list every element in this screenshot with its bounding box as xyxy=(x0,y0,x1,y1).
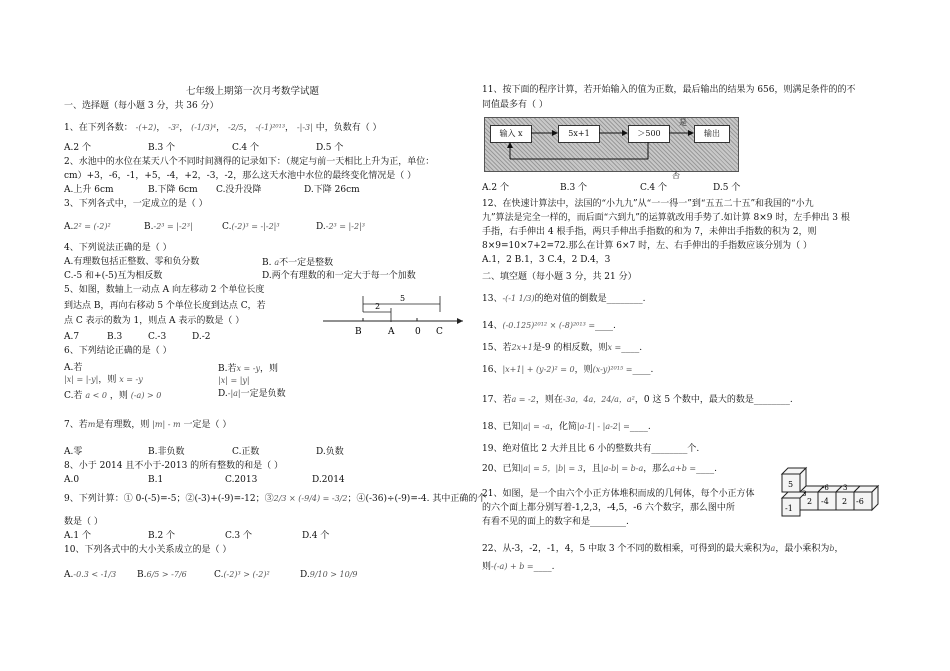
axis-label-b: B xyxy=(355,327,362,337)
q3-option-c: C.(-2)³ = -|-2|³ xyxy=(222,222,280,232)
q2-option-a: A.上升 6cm xyxy=(64,185,114,195)
flow-yes-label: 是 xyxy=(679,118,687,127)
q9-option-d: D.4 个 xyxy=(302,531,330,541)
q2-option-c: C.没升没降 xyxy=(216,185,262,195)
q21-line-2: 的六个面上都分别写着-1,2,3，-4,5，-6 六个数字，那么图中所 xyxy=(482,503,735,513)
q1-num-5: -(-1)²⁰¹³ xyxy=(255,123,286,132)
q12-line-4: 8×9=10×7+2=72.那么在计算 6×7 时，左、右手伸出的手指数应该分别为（ ） xyxy=(482,241,812,251)
cube-label-9: 3 xyxy=(802,490,807,498)
q4-option-d: D.两个有理数的和一定大于每一个加数 xyxy=(262,271,416,281)
q11-option-b: B.3 个 xyxy=(560,183,588,193)
q6-option-c: C.若 a < 0 ，则 (-a) > 0 xyxy=(64,391,162,401)
q15: 15、若2x+1是-9 的相反数，则x =____. xyxy=(482,343,643,353)
q14: 14、(-0.125)²⁰¹² × (-8)²⁰¹³ =____. xyxy=(482,321,616,331)
section-fill-heading: 二、填空题（每小题 3 分，共 21 分） xyxy=(482,272,637,282)
q5-line-3: 点 C 表示的数为 1，则点 A 表示的数是（ ） xyxy=(64,316,245,326)
q6-option-d: D.-|a|一定是负数 xyxy=(218,389,286,399)
q4-stem: 4、下列说法正确的是（ ） xyxy=(64,243,172,253)
q9-option-b: B.2 个 xyxy=(148,531,176,541)
q1-option-b: B.3 个 xyxy=(148,143,176,153)
q5-option-a: A.7 xyxy=(64,332,80,342)
q1-num-1: -(+2) xyxy=(135,123,157,132)
q8-option-b: B.1 xyxy=(148,475,164,485)
q2-line-1: 2、水池中的水位在某天八个不同时间测得的记录如下：（规定与前一天相比上升为正，单位： xyxy=(64,157,435,167)
q5-option-c: C.-3 xyxy=(148,332,167,342)
q4-option-c: C.-5 和+(-5)互为相反数 xyxy=(64,271,163,281)
q1-num-2: -3² xyxy=(168,123,180,132)
q5-option-d: D.-2 xyxy=(192,332,211,342)
cube-label-5: -4 xyxy=(821,497,829,506)
q10-option-c: C.(-2)³ > (-2)² xyxy=(214,570,270,580)
q18: 18、已知|a| = -a，化简|a-1| - |a-2| =____. xyxy=(482,422,651,432)
q11-option-a: A.2 个 xyxy=(482,183,509,193)
q21-line-3: 有看不见的面上的数字和是________. xyxy=(482,517,629,527)
axis-seg-2: 2 xyxy=(375,302,381,311)
axis-seg-5: 5 xyxy=(400,294,406,303)
q22-line-1: 22、从-3，-2，-1，4，5 中取 3 个不同的数相乘，可得到的最大乘积为a，最小乘积为b， xyxy=(482,544,844,554)
q16: 16、|x+1| + (y-2)² = 0，则(x-y)²⁰¹⁵ =____. xyxy=(482,365,654,375)
q10-option-a: A.-0.3 < -1/3 xyxy=(64,570,117,580)
flow-op-box: 5x+1 xyxy=(558,125,600,143)
q13: 13、-(-1 1/3)的绝对值的倒数是________. xyxy=(482,294,646,304)
flow-input-box: 输入 x xyxy=(490,125,532,143)
q7-stem: 7、若m是有理数，则 |m| - m 一定是（ ） xyxy=(64,420,232,430)
q1-num-3: (-1/3)⁴ xyxy=(191,123,217,132)
cube-label-1: 5 xyxy=(788,480,794,489)
q2-option-d: D.下降 26cm xyxy=(304,185,360,195)
q7-option-b: B.非负数 xyxy=(148,447,185,457)
q9-line-2: 数是（ ） xyxy=(64,517,103,527)
flow-cond-box: ＞500 xyxy=(628,125,670,143)
q1-option-a: A.2 个 xyxy=(64,143,91,153)
cube-label-4: 3 xyxy=(843,484,848,492)
q1-option-d: D.5 个 xyxy=(316,143,344,153)
q5-line-1: 5、如图，数轴上一动点 A 向左移动 2 个单位长度 xyxy=(64,285,265,295)
q12-options: A.1，2 B.1，3 C.4，2 D.4，3 xyxy=(482,255,611,265)
q11-line-2: 同值最多有（ ） xyxy=(482,100,548,110)
q12-line-1: 12、在快速计算法中，法国的“小九九”从“一一得一”到“五五二十五”和我国的“小九 xyxy=(482,199,814,209)
q10-stem: 10、下列各式中的大小关系成立的是（ ） xyxy=(64,545,232,555)
q8-stem: 8、小于 2014 且不小于-2013 的所有整数的和是（ ） xyxy=(64,461,284,471)
q4-option-b: B. a不一定是整数 xyxy=(262,258,334,268)
cube-label-3: -6 xyxy=(822,484,829,492)
q10-option-d: D.9/10 > 10/9 xyxy=(300,570,358,580)
q9-option-c: C.3 个 xyxy=(225,531,253,541)
axis-label-0: 0 xyxy=(415,327,421,337)
q9-option-a: A.1 个 xyxy=(64,531,91,541)
q8-option-c: C.2013 xyxy=(225,475,258,485)
cube-label-2: 2 xyxy=(807,497,813,506)
number-line-figure xyxy=(318,290,468,340)
q3-stem: 3、下列各式中，一定成立的是（ ） xyxy=(64,199,208,209)
q6-stem: 6、下列结论正确的是（ ） xyxy=(64,346,172,356)
q3-option-d: D.-2³ = |-2|³ xyxy=(316,222,365,232)
q8-option-a: A.0 xyxy=(64,475,80,485)
q9-line-1: 9、下列计算：① 0-(-5)=-5；②(-3)+(-9)=-12；③2/3 × (-9/4) = -3/2；④(-36)÷(-9)=-4. 其中正确的个 xyxy=(64,494,487,504)
q11-option-d: D.5 个 xyxy=(713,183,741,193)
q2-line-2: cm）+3，-6，-1，+5，-4，+2，-3，-2，那么这天水池中水位的最终变化情况是（ ） xyxy=(64,171,417,181)
q1-num-6: -|-3| xyxy=(296,123,313,132)
flow-no-label: 否 xyxy=(672,171,680,180)
q12-line-3: 手指，右手伸出 4 根手指，两只手伸出手指数的和为 7，未伸出手指数的积为 2，则 xyxy=(482,227,817,237)
q4-option-a: A.有理数包括正整数、零和负分数 xyxy=(64,257,200,267)
q17: 17、若a = -2，则在-3a，4a，24/a，a²，0 这 5 个数中，最大的数是________. xyxy=(482,395,793,405)
q5-option-b: B.3 xyxy=(107,332,123,342)
q1-num-4: -2/5 xyxy=(228,123,244,132)
section-choice-heading: 一、选择题（每小题 3 分，共 36 分） xyxy=(64,101,219,111)
q5-line-2: 到达点 B，再向右移动 5 个单位长度到达点 C，若 xyxy=(64,301,266,311)
q7-option-c: C.正数 xyxy=(232,447,260,457)
q11-option-c: C.4 个 xyxy=(640,183,668,193)
axis-label-a: A xyxy=(388,327,395,337)
q19: 19、绝对值比 2 大并且比 6 小的整数共有________个. xyxy=(482,444,700,454)
q20: 20、已知|a| = 5，|b| = 3，且|a-b| = b-a，那么a+b =____. xyxy=(482,464,718,474)
flow-output-box: 输出 xyxy=(694,125,730,143)
q6-option-a: A.若 |x| = |-y|，则 x = -y xyxy=(64,363,143,385)
q10-option-b: B.6/5 > -7/6 xyxy=(137,570,187,580)
q11-line-1: 11、按下面的程序计算，若开始输入的值为正数，最后输出的结果为 656，则满足条件的的不 xyxy=(482,85,856,95)
q3-option-a: A.2² = (-2)² xyxy=(64,222,111,232)
cube-label-7: -6 xyxy=(856,497,864,506)
q1-option-c: C.4 个 xyxy=(232,143,260,153)
q7-option-a: A.零 xyxy=(64,447,83,457)
q21-line-1: 21、如图，是一个由六个小正方体堆积而成的几何体，每个小正方体 xyxy=(482,489,755,499)
cube-stack-figure xyxy=(776,466,896,536)
q7-option-d: D.负数 xyxy=(316,447,344,457)
q6-option-b: B.若x = -y，则 |x| = |y| xyxy=(218,364,279,385)
cube-label-6: 2 xyxy=(842,497,848,506)
flow-arrows xyxy=(484,117,737,177)
q12-line-2: 九”算法是完全一样的，而后面“六到九”的运算就改用手势了.如计算 8×9 时，左手伸出 3 根 xyxy=(482,213,850,223)
axis-label-c: C xyxy=(436,327,443,337)
q2-option-b: B.下降 6cm xyxy=(148,185,198,195)
cube-label-8: -1 xyxy=(785,504,793,513)
q8-option-d: D.2014 xyxy=(312,475,345,485)
q1-stem: 1、在下列各数： -(+2)， -3²， (-1/3)⁴， -2/5， -(-1)²⁰¹³， -|-3| 中，负数有（ ） xyxy=(64,123,382,133)
page-title: 七年级上期第一次月考数学试题 xyxy=(186,86,320,97)
q22-line-2: 则-(-a) + b =____. xyxy=(482,562,555,572)
q3-option-b: B.-2³ = |-2³| xyxy=(144,222,193,232)
